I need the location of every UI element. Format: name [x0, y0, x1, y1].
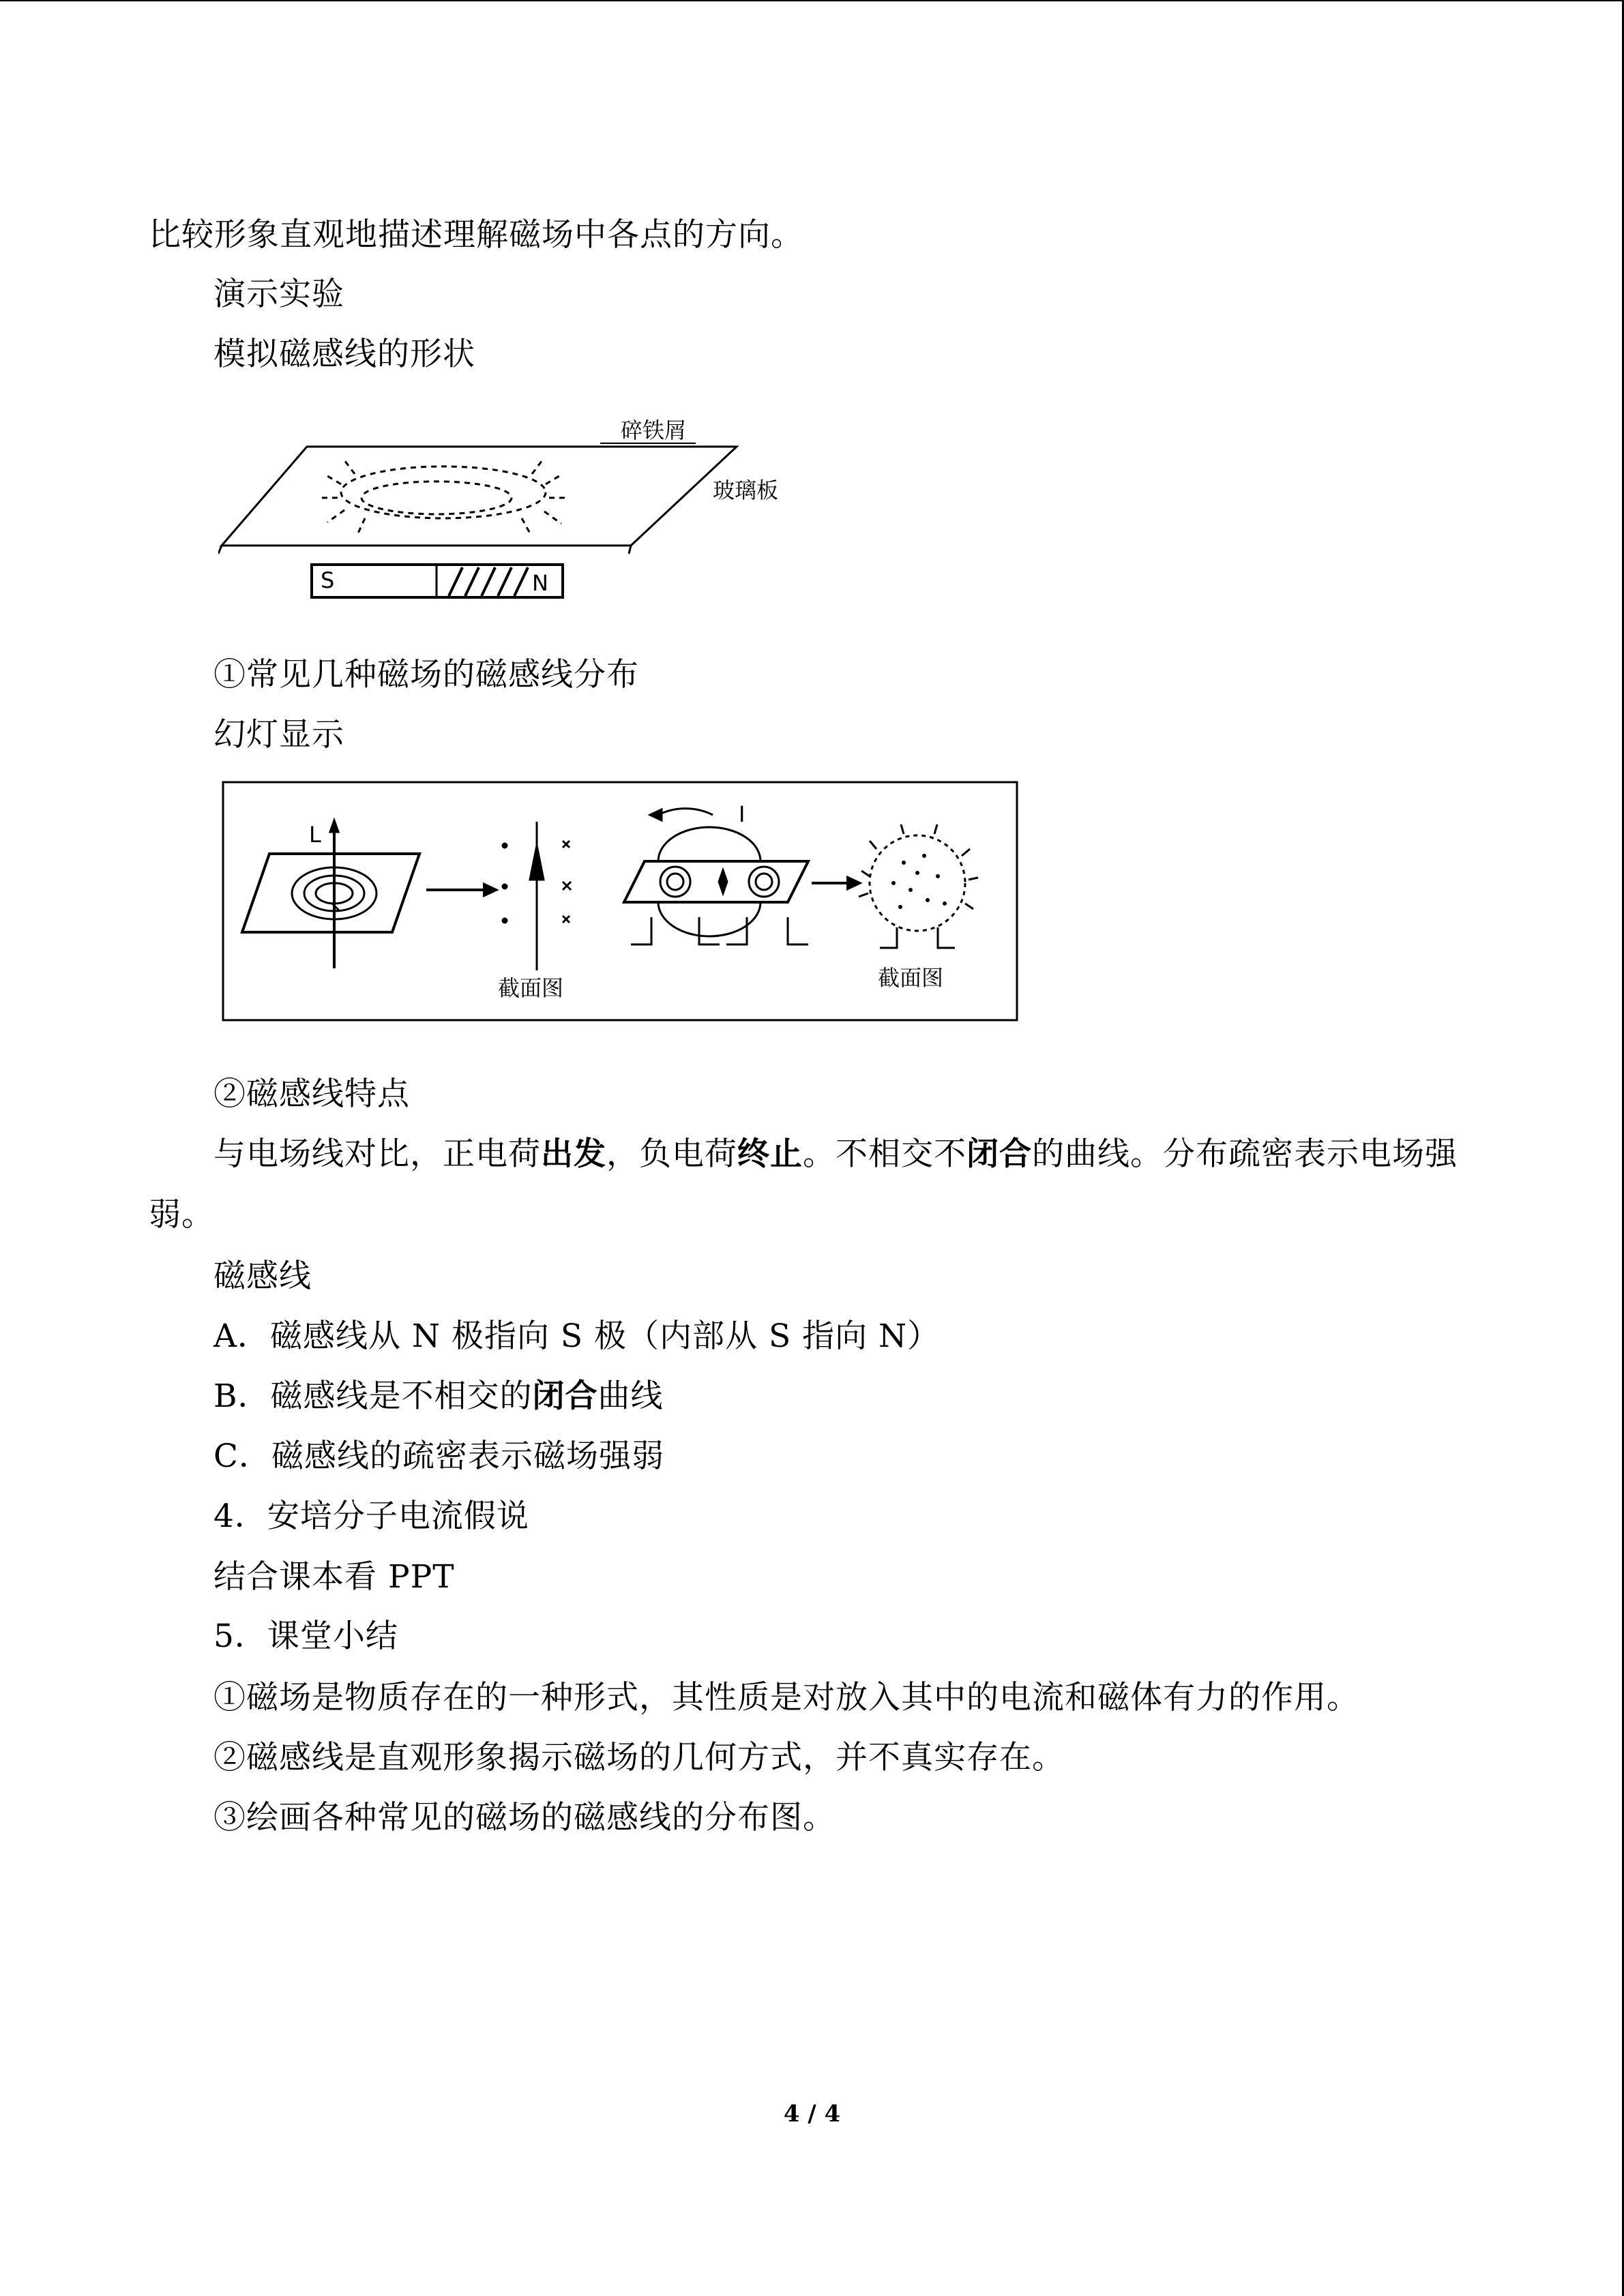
text-run: ，负电荷 [606, 1135, 737, 1173]
text-line-12: C．磁感线的疏密表示磁场强弱 [213, 1437, 664, 1475]
text-line-4: ①常见几种磁场的磁感线分布 [213, 656, 639, 694]
text-line-9: 磁感线 [213, 1257, 312, 1295]
text-line-16: ①磁场是物质存在的一种形式，其性质是对放入其中的电流和磁体有力的作用。 [213, 1679, 1359, 1716]
glass-plate [222, 447, 737, 546]
text-line-11 [213, 1376, 664, 1417]
iron-filings-pattern [317, 460, 570, 533]
caption-right: 截面图 [878, 965, 944, 991]
label-iron-filings: 碎铁屑 [621, 417, 687, 443]
figure-field-lines [222, 781, 1020, 1023]
magnet-n-label: N [532, 570, 548, 596]
page-number: 4 / 4 [783, 2100, 841, 2128]
emphasis-end: 终止 [737, 1135, 803, 1173]
text-line-18: ③绘画各种常见的磁场的磁感线的分布图。 [213, 1799, 836, 1836]
text-run: 。不相交不 [803, 1135, 966, 1173]
emphasis-start: 出发 [541, 1135, 606, 1173]
text-run: B．磁感线是不相交的 [213, 1377, 533, 1415]
text-line-7 [213, 1134, 1458, 1175]
text-line-5: 幻灯显示 [213, 716, 344, 754]
text-line-2: 演示实验 [213, 275, 344, 313]
text-line-14: 结合课本看 PPT [213, 1558, 455, 1596]
emphasis-closed: 闭合 [966, 1135, 1032, 1173]
text-run: 曲线 [597, 1377, 664, 1415]
emphasis-closed: 闭合 [532, 1377, 598, 1415]
caption-left: 截面图 [498, 975, 564, 1001]
text-run: 的曲线。分布疏密表示电场强 [1032, 1135, 1458, 1173]
magnet-s-label: S [321, 567, 335, 593]
text-line-15: 5．课堂小结 [213, 1617, 398, 1655]
text-line-1: 比较形象直观地描述理解磁场中各点的方向。 [149, 216, 803, 254]
label-L: L [309, 822, 321, 848]
text-line-17: ②磁感线是直观形象揭示磁场的几何方式，并不真实存在。 [213, 1739, 1065, 1776]
text-line-3: 模拟磁感线的形状 [213, 336, 475, 373]
bar-magnet [312, 565, 563, 597]
text-line-8: 弱。 [149, 1196, 214, 1234]
text-run: 与电场线对比，正电荷 [213, 1135, 541, 1173]
text-line-10: A．磁感线从 N 极指向 S 极（内部从 S 指向 N） [213, 1317, 941, 1355]
text-line-13: 4．安培分子电流假说 [213, 1497, 529, 1535]
text-line-6: ②磁感线特点 [213, 1075, 410, 1113]
label-glass-plate: 玻璃板 [713, 477, 779, 503]
figure-iron-filings [218, 409, 805, 607]
label-I: I [739, 801, 745, 827]
